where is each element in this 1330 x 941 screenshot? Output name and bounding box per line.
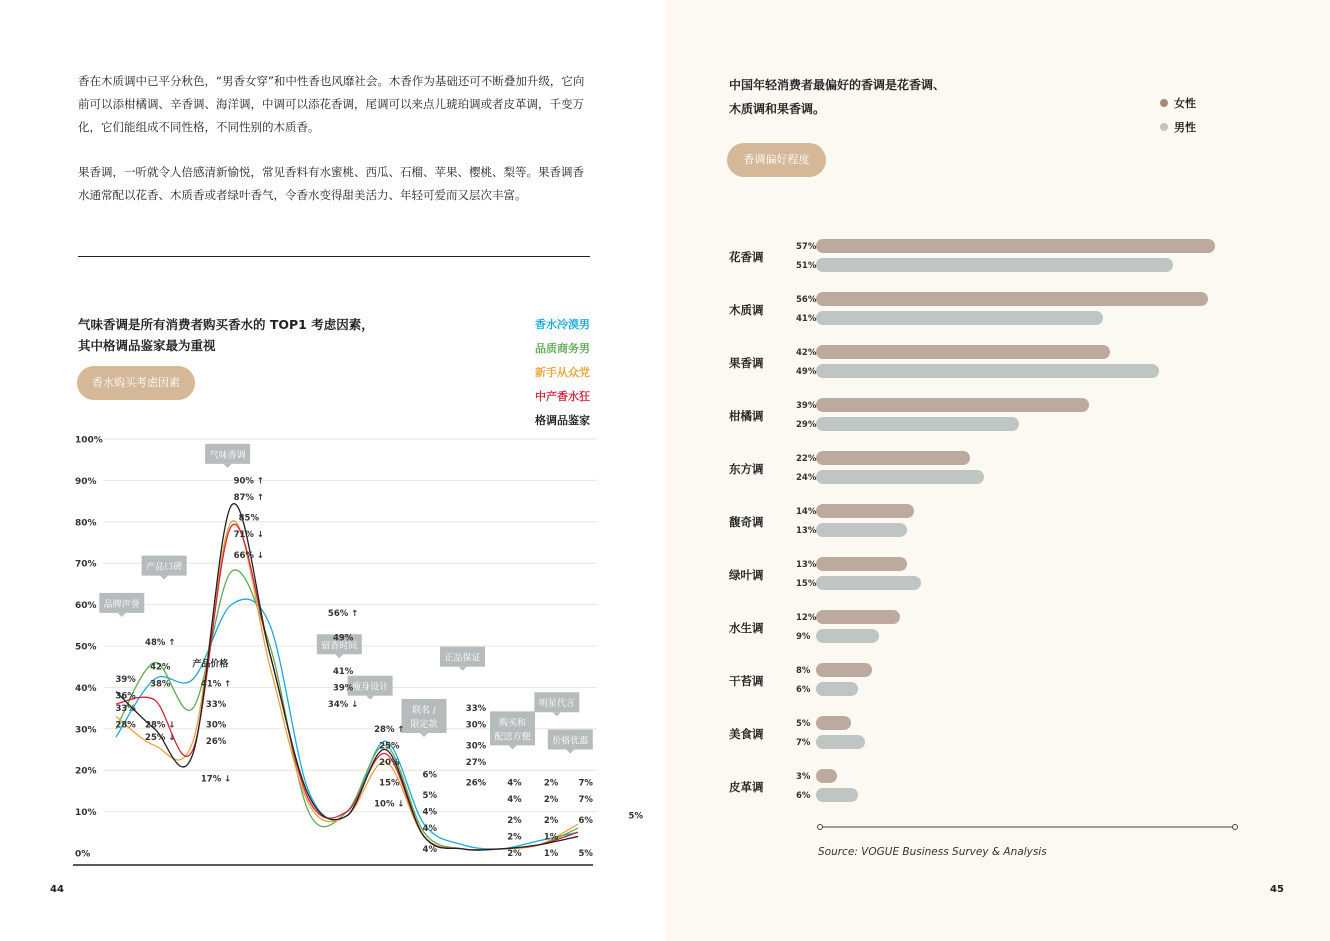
callout-pointer	[420, 733, 428, 737]
value-label: 25% ↓	[145, 733, 176, 744]
page-number-left: 44	[50, 884, 64, 895]
value-label: 25%	[379, 741, 400, 752]
line-legend-5: 格调品鉴家	[535, 414, 590, 427]
value-label: 4%	[507, 778, 522, 789]
category-label: 联名 /	[412, 705, 436, 716]
category-label: 瘦身设计	[352, 682, 389, 693]
value-label: 41% ↑	[200, 679, 232, 690]
bar-value-female: 3%	[796, 772, 811, 782]
bar-female	[816, 292, 1208, 306]
category-callout	[142, 556, 187, 580]
value-label: 34% ↓	[327, 699, 359, 710]
value-label: 33%	[465, 704, 487, 715]
category-label: 价格优惠	[552, 736, 589, 747]
bar-male	[816, 523, 907, 537]
bar-female	[816, 557, 907, 571]
callout-pointer	[335, 654, 343, 658]
value-label: 28% ↓	[145, 720, 176, 731]
value-label: 6%	[422, 770, 437, 781]
value-label: 28% ↑	[374, 724, 405, 735]
bar-category-label: 花香调	[729, 250, 764, 264]
bar-chart	[665, 0, 1330, 941]
bar-chart-title-line-1: 中国年轻消费者最偏好的香调是花香调、	[729, 78, 946, 92]
page-number-right: 45	[1270, 884, 1284, 895]
bar-value-female: 5%	[796, 719, 811, 729]
category-label-plain: 产品价格	[192, 659, 229, 670]
category-label: 购买和	[499, 718, 527, 729]
value-label: 39%	[332, 683, 354, 694]
bar-female	[816, 610, 900, 624]
bar-category-label: 绿叶调	[729, 568, 764, 582]
callout-pointer	[118, 613, 126, 617]
value-label: 42%	[150, 662, 171, 673]
bar-value-male: 51%	[796, 261, 817, 271]
category-label: 气味香调	[209, 450, 246, 461]
line-legend-1: 香水冷漠男	[535, 318, 590, 331]
bar-category-label: 柑橘调	[729, 409, 764, 423]
category-callout	[205, 444, 250, 468]
category-label: 限定款	[410, 719, 438, 730]
callout-pointer	[224, 464, 232, 468]
category-label: 配送方便	[494, 732, 531, 743]
bar-female	[816, 769, 837, 783]
bar-chart-tag-pill: 香调偏好程度	[727, 143, 826, 177]
callout-pointer	[566, 750, 574, 754]
bar-male	[816, 364, 1159, 378]
y-tick-label: 60%	[75, 601, 97, 612]
bar-male	[816, 788, 858, 802]
value-label: 4%	[422, 824, 437, 835]
line-legend-2: 品质商务男	[535, 342, 590, 355]
value-label: 2%	[543, 795, 559, 806]
bar-female	[816, 239, 1215, 253]
bar-chart-title-line-2: 木质调和果香调。	[729, 102, 826, 116]
bar-male	[816, 735, 865, 749]
bar-value-female: 22%	[796, 454, 817, 464]
callout-pointer	[553, 712, 561, 716]
value-label: 30%	[465, 741, 487, 752]
value-label: 5%	[628, 811, 643, 822]
paragraph-1: 香在木质调中已平分秋色，“男香女穿”和中性香也风靡社会。木香作为基础还可不断叠加升级，它向前可以添柑橘调、辛香调、海洋调，中调可以添花香调，尾调可以来点儿琥珀调或者皮革调，千变万化，它们能组成不同性格，不同性别的木质香。	[78, 74, 585, 134]
bar-female	[816, 504, 914, 518]
value-label: 49%	[332, 633, 354, 644]
y-tick-label: 40%	[75, 683, 97, 694]
value-label: 85%	[238, 513, 260, 524]
value-label: 90% ↑	[233, 476, 265, 487]
bar-category-label: 馥奇调	[729, 515, 764, 529]
bar-male	[816, 311, 1103, 325]
value-label: 1%	[543, 849, 559, 859]
bar-category-label: 东方调	[729, 462, 764, 476]
value-label: 20%	[379, 757, 400, 768]
callout-pointer	[459, 667, 467, 671]
value-label: 17% ↓	[200, 774, 232, 785]
bar-male	[816, 417, 1019, 431]
bar-value-male: 6%	[796, 685, 811, 695]
bar-female	[816, 663, 872, 677]
category-callout	[348, 676, 393, 700]
value-label: 66% ↓	[233, 550, 265, 561]
bar-value-female: 8%	[796, 666, 811, 676]
bar-value-female: 13%	[796, 560, 817, 570]
value-label: 4%	[507, 795, 522, 806]
value-label: 28%	[115, 720, 136, 731]
value-label: 87% ↑	[233, 492, 265, 503]
bar-category-label: 皮革调	[729, 780, 764, 794]
callout-pointer	[160, 576, 168, 580]
axis-endpoint-icon	[818, 825, 823, 830]
bar-value-male: 13%	[796, 526, 817, 536]
y-tick-label: 50%	[75, 642, 97, 653]
category-callout	[548, 730, 593, 754]
bar-value-male: 41%	[796, 314, 817, 324]
value-label: 71% ↓	[233, 530, 265, 541]
y-tick-label: 0%	[75, 849, 91, 860]
value-label: 5%	[422, 791, 437, 802]
value-label: 27%	[465, 757, 487, 768]
bar-category-label: 水生调	[729, 621, 764, 635]
bar-female	[816, 345, 1110, 359]
value-label: 5%	[578, 849, 593, 859]
paragraph-2: 果香调，一听就令人倍感清新愉悦，常见香料有水蜜桃、西瓜、石榴、苹果、樱桃、梨等。果香调香水通常配以花香、木质香或者绿叶香气，令香水变得甜美活力、年轻可爱而又层次丰富。	[78, 165, 584, 202]
bar-male	[816, 470, 984, 484]
source-note: Source: VOGUE Business Survey & Analysis	[818, 846, 1047, 858]
bar-male	[816, 258, 1173, 272]
category-label: 明星代言	[538, 699, 575, 710]
bar-value-female: 12%	[796, 613, 817, 623]
bar-female	[816, 716, 851, 730]
legend-male-label: 男性	[1174, 121, 1196, 134]
value-label: 2%	[543, 778, 559, 789]
chart-title-line-1: 气味香调是所有消费者购买香水的 TOP1 考虑因素，	[78, 317, 374, 332]
axis-endpoint-icon	[1233, 825, 1238, 830]
y-tick-label: 10%	[75, 808, 97, 819]
value-label: 4%	[422, 844, 437, 855]
bar-male	[816, 682, 858, 696]
bar-value-male: 29%	[796, 420, 817, 430]
value-label: 56% ↑	[327, 608, 359, 619]
bar-value-female: 14%	[796, 507, 817, 517]
line-legend-3: 新手从众党	[535, 366, 590, 379]
bar-value-male: 7%	[796, 738, 811, 748]
bar-value-female: 39%	[796, 401, 817, 411]
right-page	[665, 0, 1330, 941]
value-label: 1%	[543, 832, 559, 843]
bar-female	[816, 398, 1089, 412]
bar-value-male: 9%	[796, 632, 811, 642]
value-label: 39%	[115, 675, 136, 686]
value-label: 4%	[422, 807, 437, 818]
value-label: 41%	[332, 666, 354, 677]
value-label: 7%	[578, 778, 593, 789]
value-label: 15%	[379, 778, 400, 789]
bar-value-female: 57%	[796, 242, 817, 252]
bar-value-male: 24%	[796, 473, 817, 483]
value-label: 2%	[507, 849, 522, 859]
category-callout	[440, 647, 485, 671]
value-label: 26%	[205, 737, 227, 748]
bar-male	[816, 629, 879, 643]
category-label: 产品口碑	[146, 562, 183, 573]
value-label: 33%	[115, 704, 136, 715]
value-label: 33%	[205, 699, 227, 710]
category-callout	[402, 699, 447, 737]
y-tick-label: 30%	[75, 725, 97, 736]
legend-female-label: 女性	[1174, 97, 1196, 110]
category-label: 正品保证	[444, 653, 481, 664]
value-label: 2%	[507, 832, 522, 843]
value-label: 26%	[465, 778, 487, 789]
category-label: 品牌声誉	[103, 599, 140, 610]
value-label: 2%	[507, 815, 522, 826]
bar-female	[816, 451, 970, 465]
bar-category-label: 美食调	[729, 727, 764, 741]
line-legend-4: 中产香水狂	[535, 390, 590, 403]
category-callout	[490, 711, 535, 749]
category-callout	[534, 692, 579, 716]
value-label: 2%	[543, 815, 559, 826]
y-tick-label: 100%	[75, 435, 103, 446]
chart-title-line-2: 其中格调品鉴家最为重视	[78, 338, 216, 353]
y-tick-label: 20%	[75, 766, 97, 777]
category-callout	[99, 593, 144, 617]
bar-value-female: 56%	[796, 295, 817, 305]
chart-tag-pill: 香水购买考虑因素	[77, 366, 195, 400]
y-tick-label: 80%	[75, 518, 97, 529]
bar-category-label: 木质调	[729, 303, 764, 317]
bar-category-label: 干苔调	[729, 674, 764, 688]
bar-category-label: 果香调	[729, 356, 764, 370]
bar-value-male: 15%	[796, 579, 817, 589]
category-label: 留香时间	[321, 641, 358, 652]
callout-pointer	[509, 745, 517, 749]
bar-male	[816, 576, 921, 590]
value-label: 30%	[465, 720, 487, 731]
bar-value-male: 6%	[796, 791, 811, 801]
value-label: 48% ↑	[145, 637, 176, 648]
value-label: 36%	[115, 691, 136, 702]
value-label: 30%	[205, 720, 227, 731]
y-tick-label: 90%	[75, 476, 97, 487]
bar-value-male: 49%	[796, 367, 817, 377]
callout-pointer	[366, 696, 374, 700]
bar-value-female: 42%	[796, 348, 817, 358]
value-label: 7%	[578, 795, 593, 806]
value-label: 38%	[150, 679, 171, 690]
value-label: 6%	[578, 815, 593, 826]
y-tick-label: 70%	[75, 559, 97, 570]
value-label: 10% ↓	[374, 799, 405, 810]
